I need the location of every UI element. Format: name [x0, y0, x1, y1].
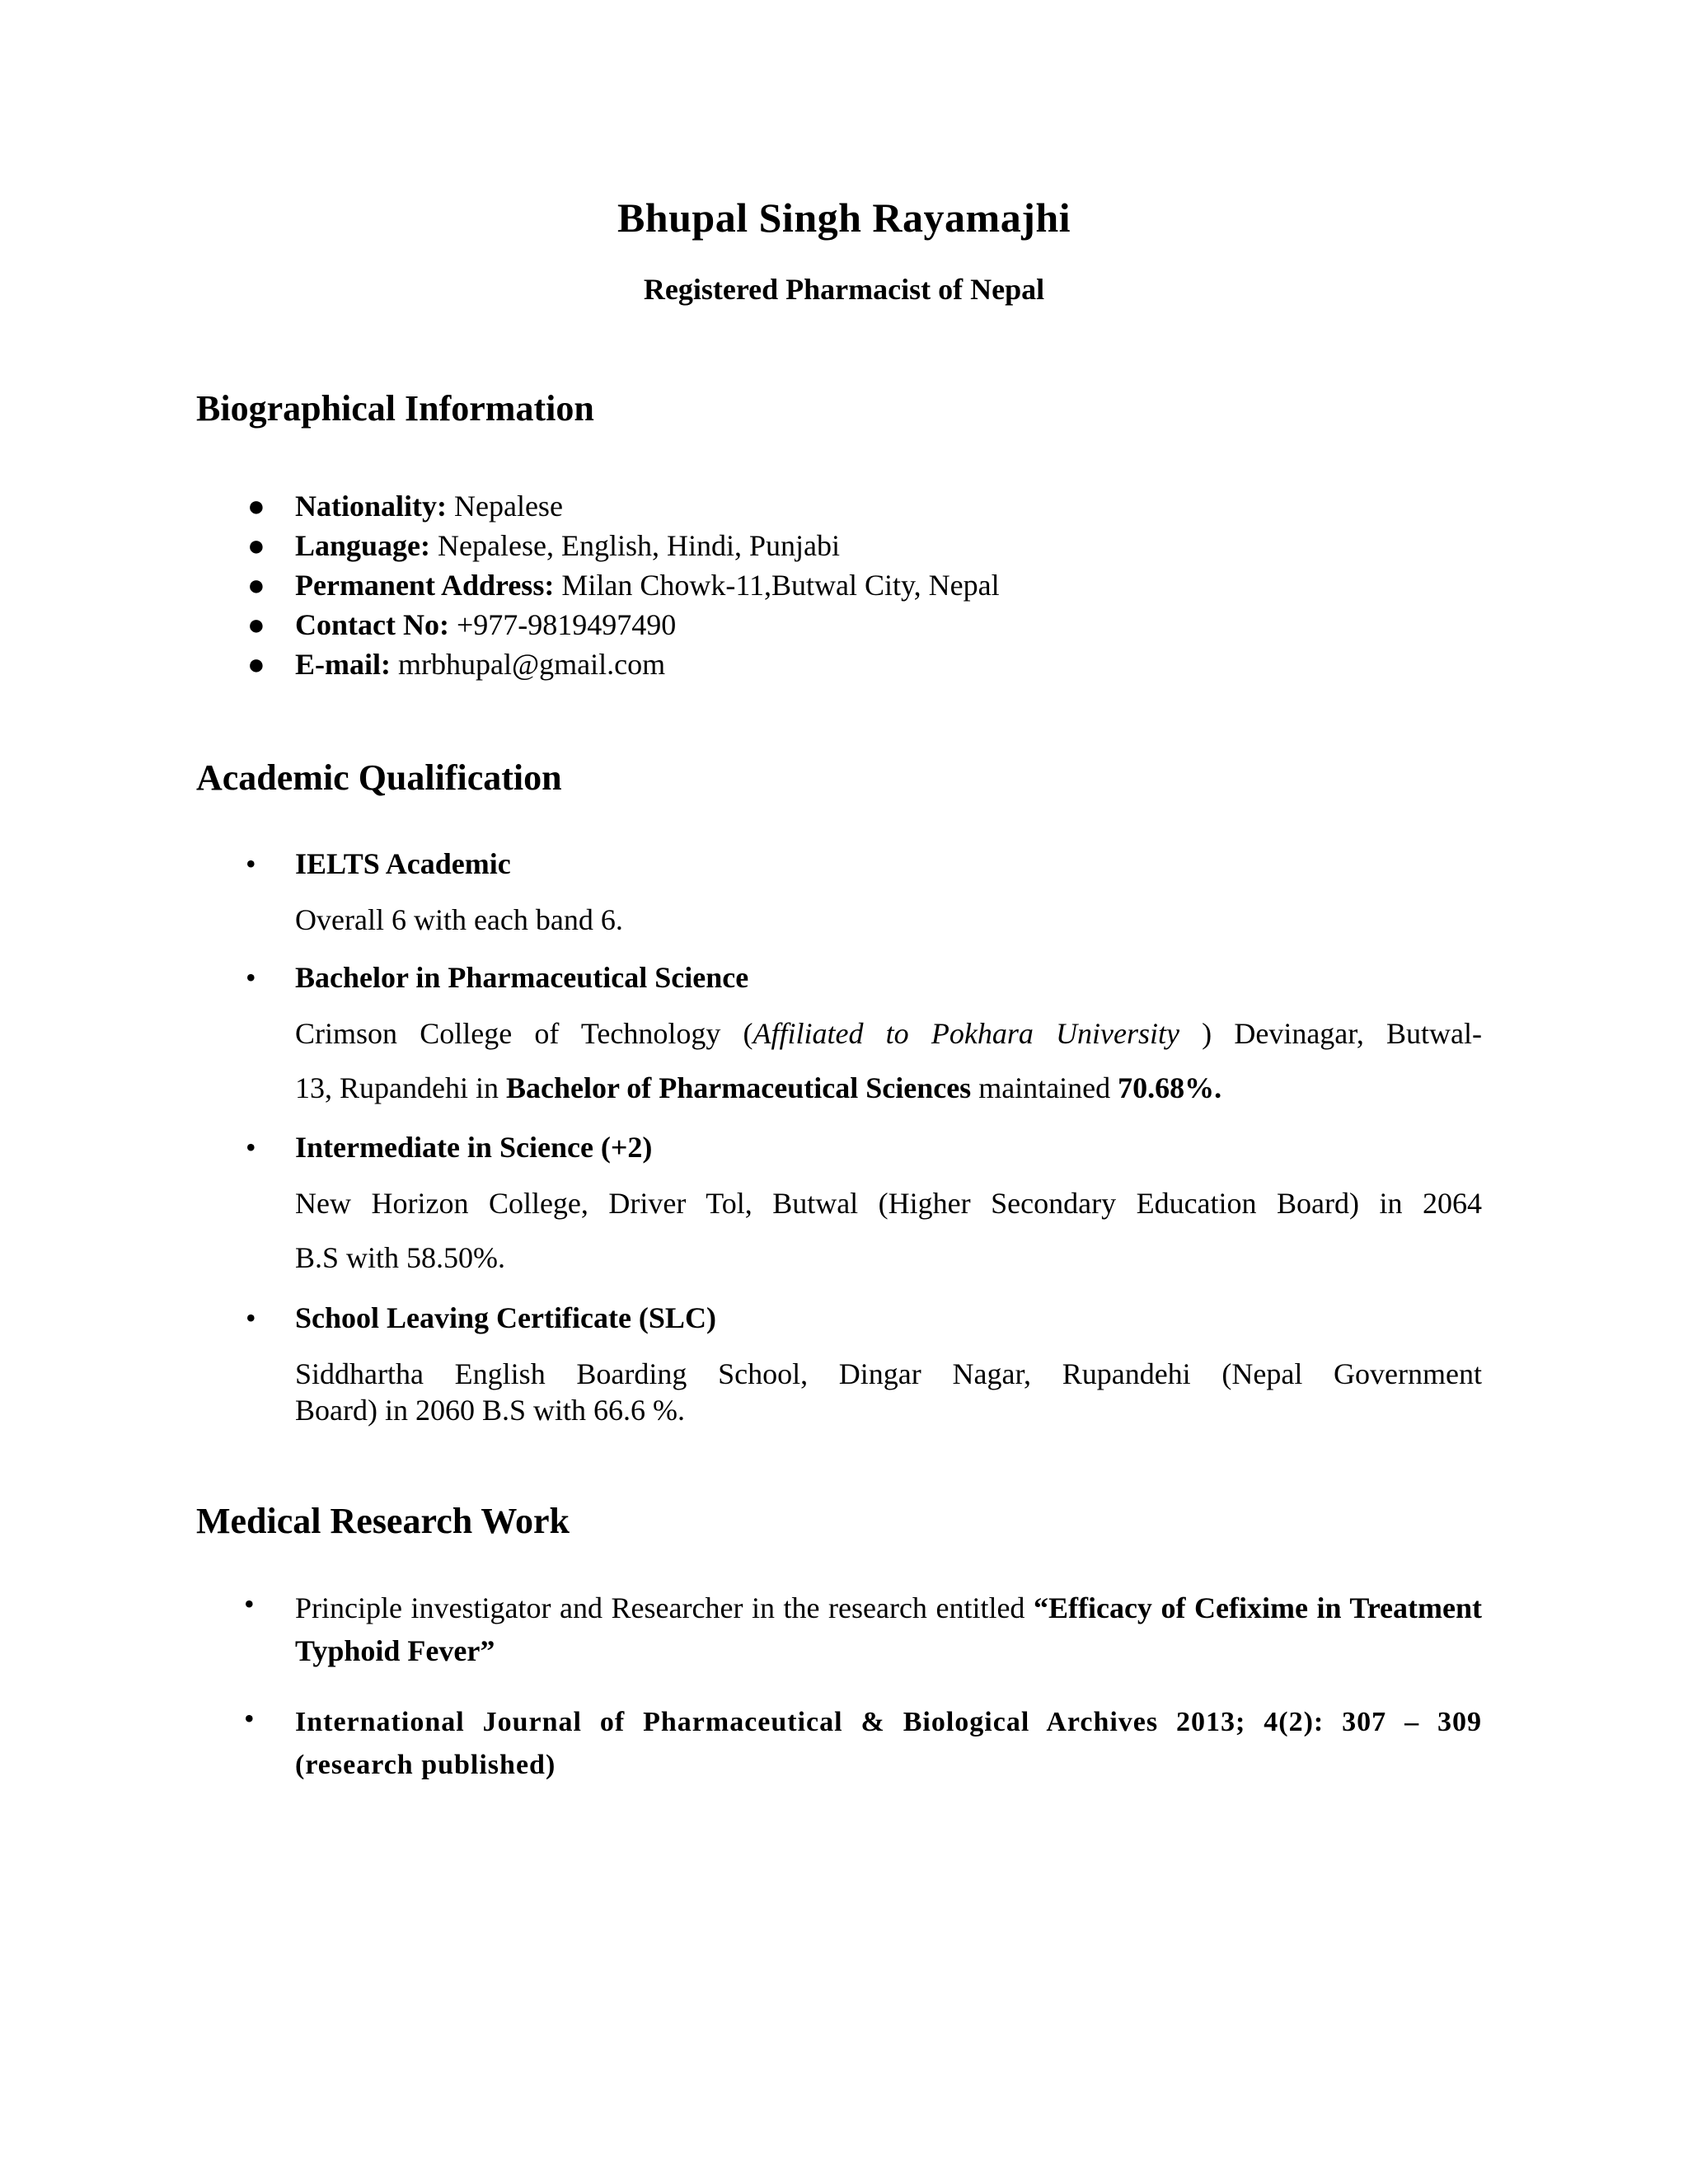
- bio-label: Contact No:: [295, 608, 449, 641]
- bio-value: Nepalese, English, Hindi, Punjabi: [430, 529, 840, 562]
- bullet-icon: •: [246, 961, 256, 994]
- slc-line-1: Siddhartha English Boarding School, Dingar Nagar, Rupandehi (Nepal Government: [295, 1357, 1482, 1390]
- bullet-icon: •: [244, 1702, 255, 1735]
- qualification-details: Overall 6 with each band 6.: [295, 903, 623, 936]
- bullet-icon: ●: [247, 529, 265, 562]
- bio-item-address: [196, 565, 1482, 605]
- slc-line-2: Board) in 2060 B.S with 66.6 %.: [295, 1394, 685, 1427]
- research-heading: Medical Research Work: [196, 1501, 570, 1541]
- bullet-icon: •: [244, 1587, 255, 1620]
- research-description: Principle investigator and Researcher in the research entitled “Efficacy of Cefixime in Treatment Typhoid Fever”: [295, 1591, 1483, 1667]
- bio-item-email: [196, 644, 1482, 684]
- bio-item-nationality: [196, 486, 1482, 526]
- qualification-title: School Leaving Certificate (SLC): [295, 1301, 716, 1334]
- bullet-icon: ●: [247, 608, 265, 641]
- intermediate-line-2: B.S with 58.50%.: [295, 1241, 506, 1274]
- bachelor-line-1: Crimson College of Technology (Affiliated to Pokhara University ) Devinagar, Butwal-: [295, 1017, 1482, 1050]
- bio-value: Milan Chowk-11,Butwal City, Nepal: [554, 569, 1000, 602]
- bio-label: E-mail:: [295, 648, 391, 681]
- bullet-icon: •: [246, 1301, 256, 1334]
- candidate-subtitle: Registered Pharmacist of Nepal: [643, 273, 1045, 306]
- bio-label: Language:: [295, 529, 431, 562]
- bio-label: Nationality:: [295, 490, 447, 523]
- bio-item-language: [196, 526, 1482, 565]
- bio-value: Nepalese: [447, 490, 563, 523]
- bullet-icon: ●: [247, 490, 265, 523]
- candidate-name: Bhupal Singh Rayamajhi: [617, 194, 1071, 241]
- qualification-title: IELTS Academic: [295, 847, 511, 880]
- bullet-icon: ●: [247, 648, 265, 681]
- email-link[interactable]: mrbhupal@gmail.com: [390, 648, 666, 681]
- research-publication: International Journal of Pharmaceutical & Biological Archives 2013; 4(2): 307 – 309 (research published): [295, 1707, 1482, 1780]
- qualification-details: [295, 1186, 1482, 1275]
- qualification-title: Bachelor in Pharmaceutical Science: [295, 961, 749, 994]
- intermediate-line-1: New Horizon College, Driver Tol, Butwal (Higher Secondary Education Board) in 2064: [295, 1187, 1482, 1220]
- bio-label: Permanent Address:: [295, 569, 555, 602]
- biographical-list: [196, 486, 1482, 684]
- bio-value: +977-9819497490: [448, 608, 677, 641]
- bio-item-contact: [196, 605, 1482, 644]
- academic-heading: Academic Qualification: [196, 757, 562, 798]
- bullet-icon: •: [246, 1131, 256, 1164]
- qualification-details: [295, 1016, 1482, 1105]
- biographical-heading: Biographical Information: [196, 388, 594, 429]
- bullet-icon: ●: [247, 569, 265, 602]
- bullet-icon: •: [246, 847, 256, 880]
- qualification-details: [295, 1357, 1482, 1427]
- bachelor-line-2: 13, Rupandehi in Bachelor of Pharmaceutical Sciences maintained 70.68%.: [295, 1071, 1222, 1104]
- qualification-title: Intermediate in Science (+2): [295, 1131, 653, 1164]
